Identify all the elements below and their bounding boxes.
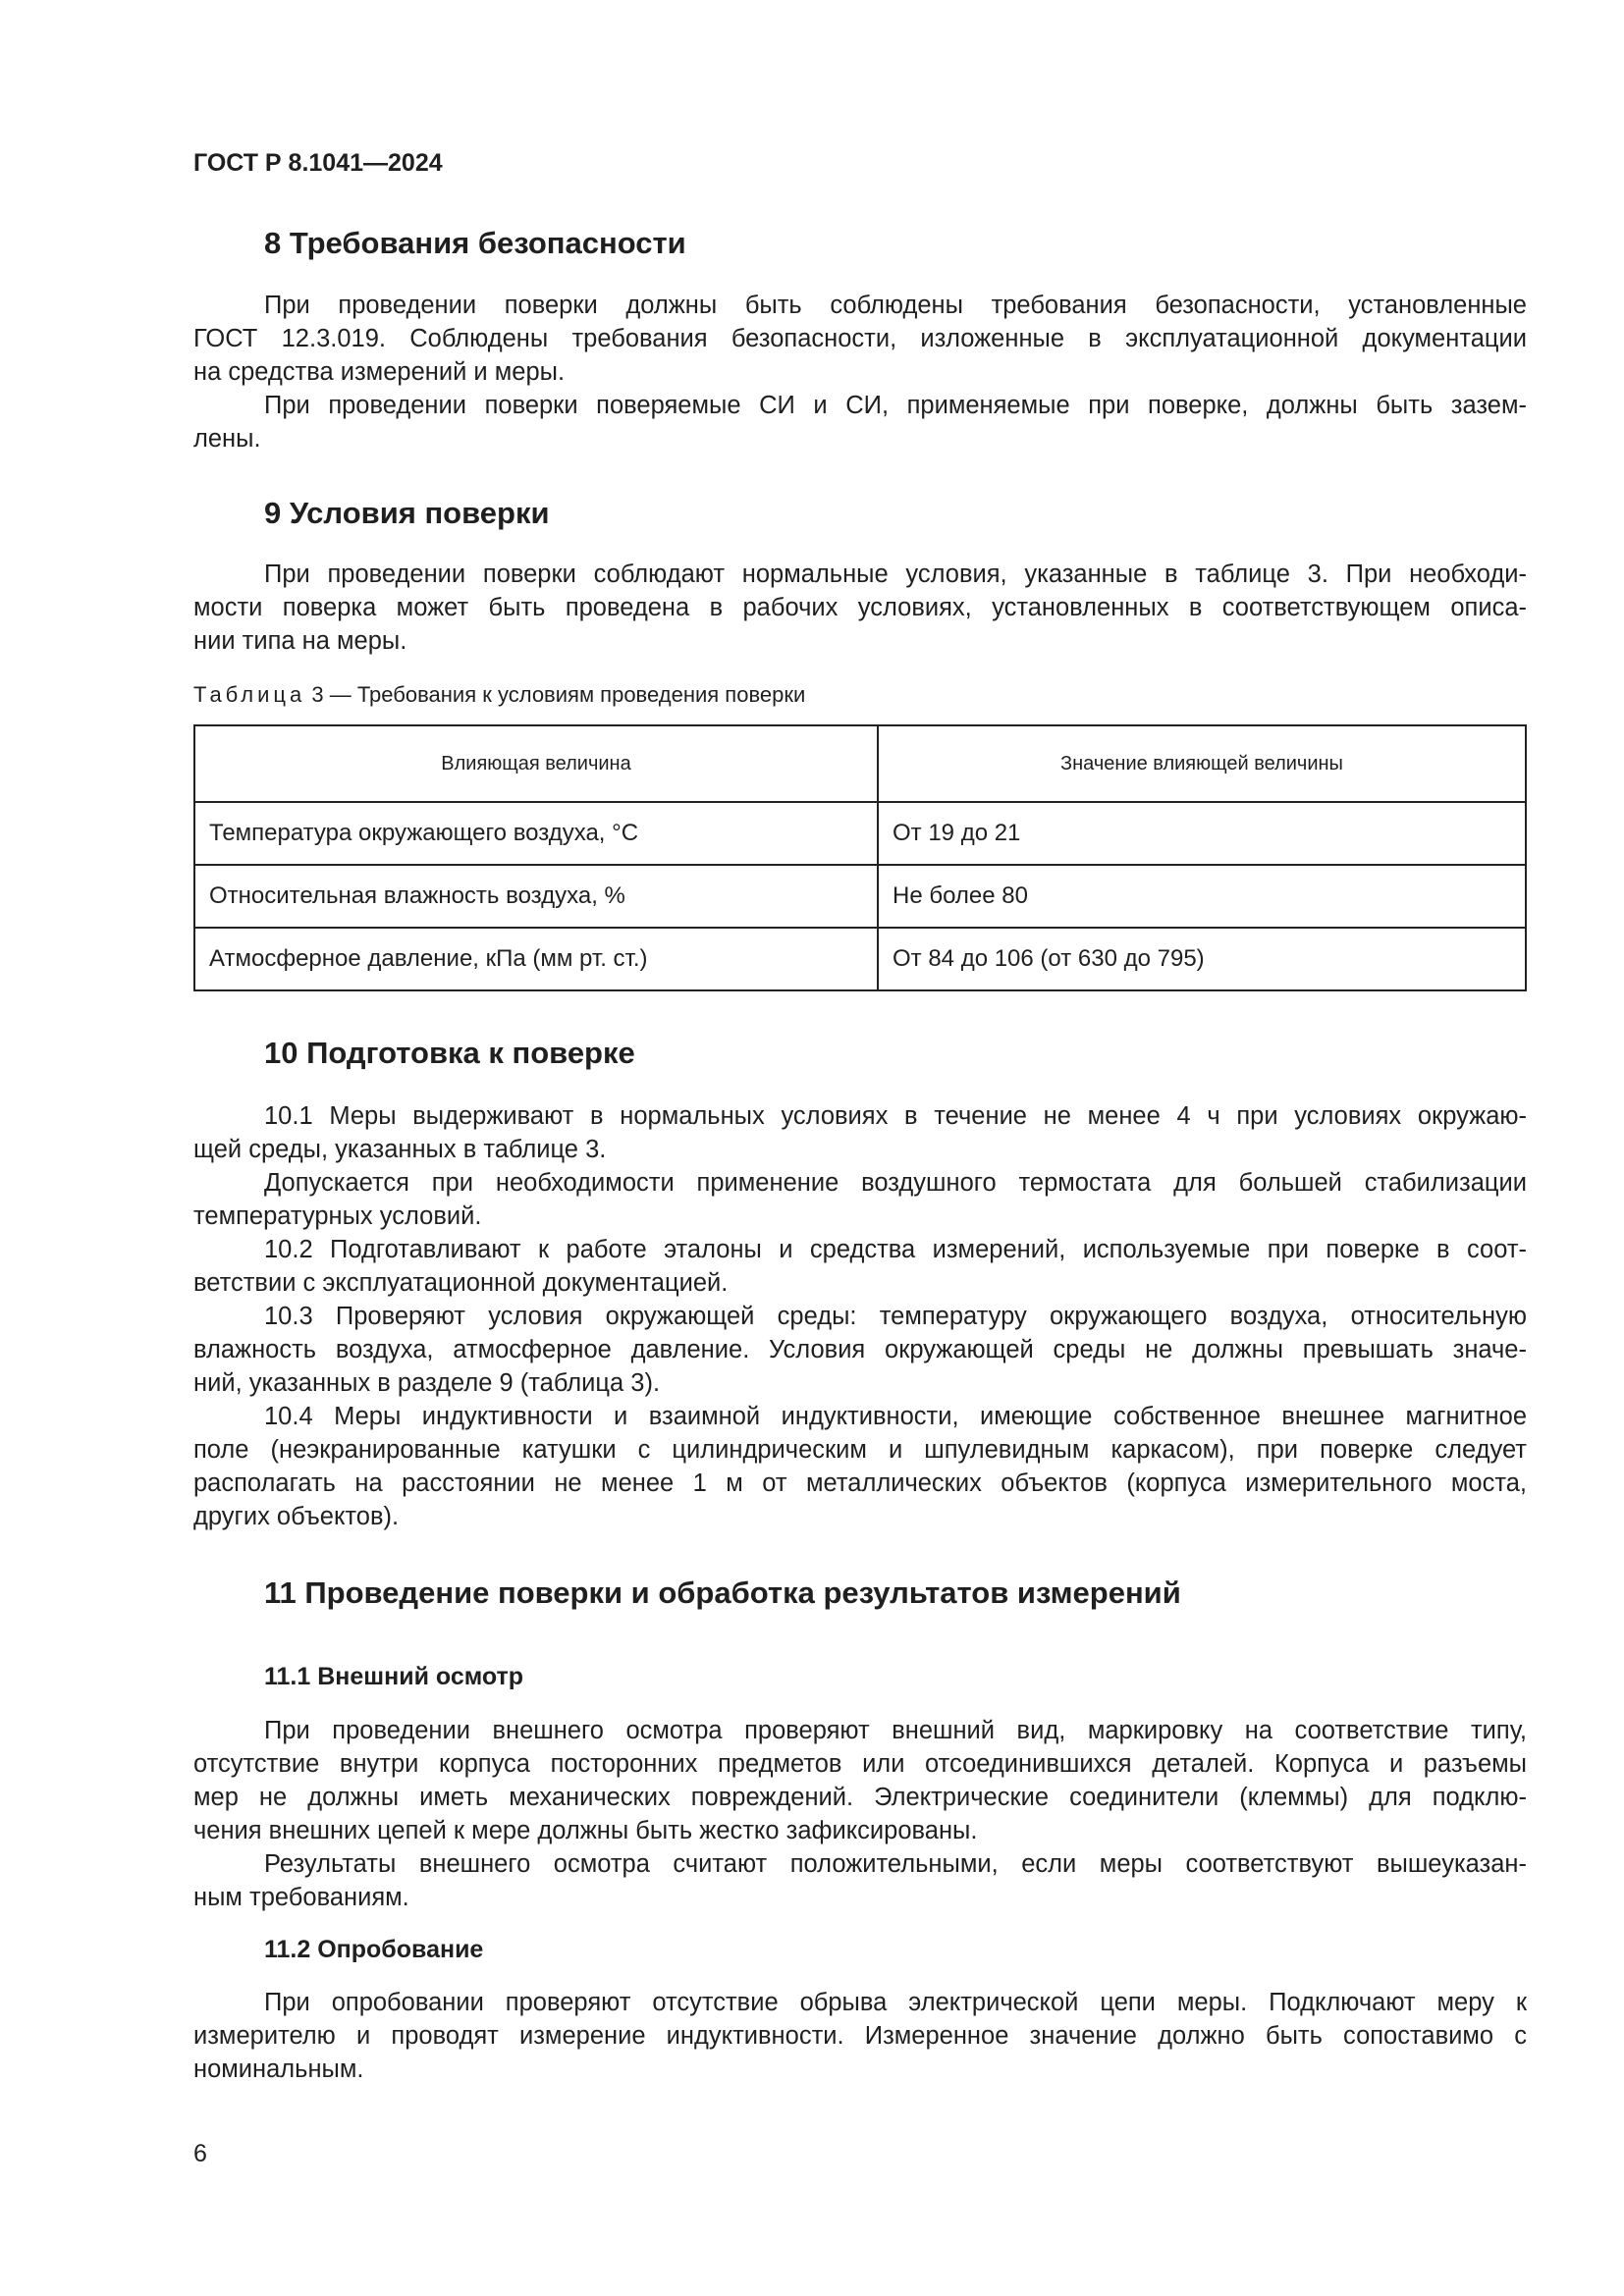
- conditions-table: [193, 724, 1527, 991]
- paragraph-line: мости поверка может быть проведена в рабочих условиях, установленных в соответствующем описа-: [193, 594, 1527, 621]
- paragraph-line: лены.: [193, 425, 261, 453]
- section-10-heading: 10 Подготовка к поверке: [264, 1036, 635, 1070]
- table-caption: [193, 682, 805, 708]
- table-row: [194, 928, 1526, 990]
- subsection-11-1-heading: 11.1 Внешний осмотр: [264, 1663, 524, 1690]
- paragraph-line: При проведении поверки соблюдают нормальные условия, указанные в таблице 3. При необходи-: [264, 561, 1527, 588]
- section-9-heading: 9 Условия поверки: [264, 496, 550, 530]
- table-header-cell: Значение влияющей величины: [878, 725, 1526, 802]
- table-cell: Относительная влажность воздуха, %: [194, 865, 878, 928]
- table-row: [194, 802, 1526, 865]
- paragraph-line: измерителю и проводят измерение индуктивности. Измеренное значение должно быть сопоставимо с: [193, 2022, 1527, 2050]
- subsection-11-2-heading: 11.2 Опробование: [264, 1936, 484, 1963]
- paragraph-line: При проведении поверки поверяемые СИ и СИ, применяемые при поверке, должны быть зазем-: [264, 392, 1527, 419]
- section-11-heading: 11 Проведение поверки и обработка результатов измерений: [264, 1575, 1181, 1610]
- paragraph-line: ным требованиям.: [193, 1884, 409, 1911]
- paragraph-line: При опробовании проверяют отсутствие обрыва электрической цепи меры. Подключают меру к: [264, 1989, 1527, 2016]
- paragraph-line: других объектов).: [193, 1503, 400, 1530]
- paragraph-line: При проведении внешнего осмотра проверяют внешний вид, маркировку на соответствие типу,: [264, 1717, 1527, 1744]
- paragraph-line: мер не должны иметь механических повреждений. Электрические соединители (клеммы) для подклю-: [193, 1784, 1527, 1811]
- paragraph-line: Допускается при необходимости применение воздушного термостата для большей стабилизации: [264, 1169, 1527, 1197]
- paragraph-line: на средства измерений и меры.: [193, 358, 566, 386]
- table-cell: Температура окружающего воздуха, °С: [194, 802, 878, 865]
- table-header-cell: Влияющая величина: [194, 725, 878, 802]
- page-number: 6: [193, 2140, 207, 2167]
- paragraph-line: температурных условий.: [193, 1202, 482, 1230]
- paragraph-line: При проведении поверки должны быть соблюдены требования безопасности, установленные: [264, 292, 1527, 319]
- table-cell: Атмосферное давление, кПа (мм рт. ст.): [194, 928, 878, 990]
- paragraph-line: ГОСТ 12.3.019. Соблюдены требования безопасности, изложенные в эксплуатационной документации: [193, 325, 1527, 352]
- paragraph-line: Результаты внешнего осмотра считают положительными, если меры соответствуют вышеуказан-: [264, 1850, 1527, 1878]
- paragraph-line: ний, указанных в разделе 9 (таблица 3).: [193, 1369, 661, 1397]
- paragraph-line: 10.1 Меры выдерживают в нормальных условиях в течение не менее 4 ч при условиях окружаю-: [264, 1102, 1527, 1130]
- paragraph-line: 10.3 Проверяют условия окружающей среды: температуру окружающего воздуха, относительную: [264, 1303, 1527, 1330]
- paragraph-line: номинальным.: [193, 2056, 364, 2083]
- table-header-row: [194, 725, 1526, 802]
- section-8-heading: 8 Требования безопасности: [264, 226, 686, 260]
- paragraph-line: чения внешних цепей к мере должны быть жестко зафиксированы.: [193, 1817, 978, 1844]
- paragraph-line: ветствии с эксплуатационной документацией.: [193, 1269, 729, 1297]
- paragraph-line: располагать на расстоянии не менее 1 м от металлических объектов (корпуса измерительного моста,: [193, 1469, 1527, 1497]
- paragraph-line: нии типа на меры.: [193, 627, 407, 655]
- paragraph-line: поле (неэкранированные катушки с цилиндрическим и шпулевидным каркасом), при поверке следует: [193, 1436, 1527, 1464]
- paragraph-line: отсутствие внутри корпуса посторонних предметов или отсоединившихся деталей. Корпуса и разъемы: [193, 1750, 1527, 1778]
- table-cell: От 19 до 21: [878, 802, 1526, 865]
- paragraph-line: щей среды, указанных в таблице 3.: [193, 1136, 607, 1163]
- table-caption-prefix: Таблица: [193, 682, 306, 707]
- table-cell: От 84 до 106 (от 630 до 795): [878, 928, 1526, 990]
- table-caption-text: 3 — Требования к условиям проведения поверки: [305, 682, 806, 707]
- paragraph-line: 10.4 Меры индуктивности и взаимной индуктивности, имеющие собственное внешнее магнитное: [264, 1403, 1527, 1430]
- paragraph-line: влажность воздуха, атмосферное давление. Условия окружающей среды не должны превышать значе-: [193, 1336, 1527, 1363]
- paragraph-line: 10.2 Подготавливают к работе эталоны и средства измерений, используемые при поверке в соот-: [264, 1236, 1527, 1263]
- table-row: [194, 865, 1526, 928]
- document-header: ГОСТ Р 8.1041—2024: [193, 149, 443, 177]
- table-cell: Не более 80: [878, 865, 1526, 928]
